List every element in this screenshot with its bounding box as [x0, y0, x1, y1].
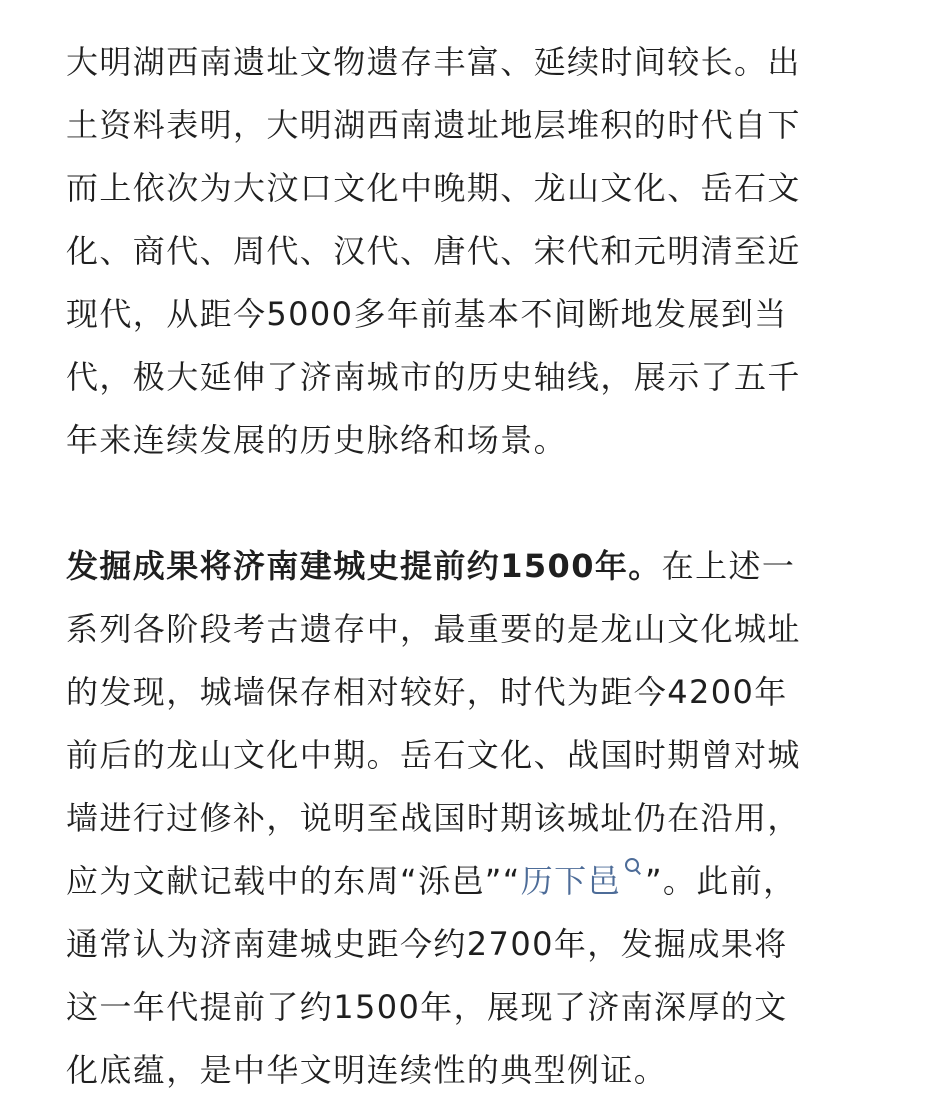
- text-line: 大明湖西南遗址文物遗存丰富、延续时间较长。出: [66, 43, 801, 81]
- text-segment: ”。此前，: [644, 862, 797, 900]
- text-line: 通常认为济南建城史距今约2700年，发掘成果将: [66, 925, 788, 963]
- paragraph-history: [66, 31, 886, 472]
- search-link-lixiayi[interactable]: 历下邑: [520, 862, 621, 900]
- text-line: 代，极大延伸了济南城市的历史轴线，展示了五千: [66, 358, 801, 396]
- text-line: 系列各阶段考古遗存中，最重要的是龙山文化城址: [66, 610, 801, 648]
- search-icon[interactable]: [625, 858, 641, 874]
- text-line: 现代，从距今5000多年前基本不间断地发展到当: [66, 295, 788, 333]
- paragraph-heading: 发掘成果将济南建城史提前约1500年。: [66, 547, 662, 585]
- text-line: 这一年代提前了约1500年，展现了济南深厚的文: [66, 988, 788, 1026]
- text-line: [66, 850, 886, 913]
- text-line: 化、商代、周代、汉代、唐代、宋代和元明清至近: [66, 232, 801, 270]
- text-line: 化底蕴，是中华文明连续性的典型例证。: [66, 1051, 668, 1089]
- text-segment: 在上述一: [661, 547, 796, 585]
- text-line: 墙进行过修补，说明至战国时期该城址仍在沿用，: [66, 799, 801, 837]
- text-line: 的发现，城墙保存相对较好，时代为距今4200年: [66, 673, 788, 711]
- text-line: 土资料表明，大明湖西南遗址地层堆积的时代自下: [66, 106, 801, 144]
- article-body: [66, 31, 886, 1102]
- text-line: 前后的龙山文化中期。岳石文化、战国时期曾对城: [66, 736, 801, 774]
- paragraph-gap: [66, 472, 886, 535]
- text-line: 而上依次为大汶口文化中晚期、龙山文化、岳石文: [66, 169, 801, 207]
- text-segment: 应为文献记载中的东周“泺邑”“: [66, 862, 521, 900]
- text-line: [66, 535, 886, 598]
- paragraph-findings: [66, 535, 886, 1102]
- text-line: 年来连续发展的历史脉络和场景。: [66, 421, 568, 459]
